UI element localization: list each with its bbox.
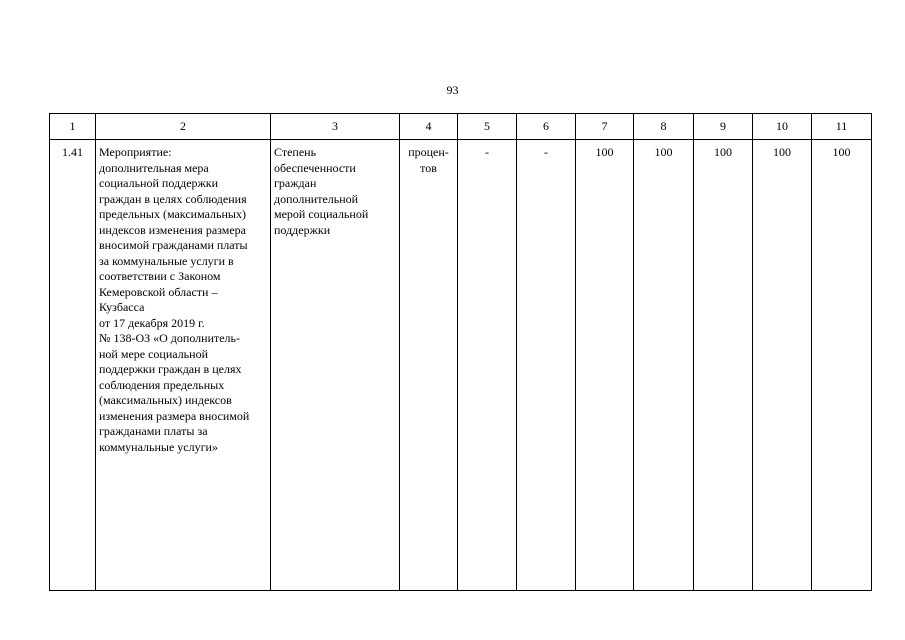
value-cell-10: 100 (753, 140, 812, 591)
header-cell-6: 6 (517, 114, 576, 140)
value-cell-7: 100 (576, 140, 634, 591)
header-cell-10: 10 (753, 114, 812, 140)
value-cell-6: - (517, 140, 576, 591)
header-cell-2: 2 (96, 114, 271, 140)
header-cell-8: 8 (634, 114, 694, 140)
value-cell-9: 100 (694, 140, 753, 591)
header-cell-11: 11 (812, 114, 872, 140)
indicator-table (49, 113, 872, 591)
header-cell-4: 4 (400, 114, 458, 140)
value-cell-8: 100 (634, 140, 694, 591)
header-cell-5: 5 (458, 114, 517, 140)
measure-cell: Мероприятие: дополнительная мера социальной поддержки граждан в целях соблюдения предельных (максимальных) индексов изменения размера вносимой гражданами платы за коммунальные услуги в соответствии с Законом Кемеровской области – Кузбасса от 17 декабря 2019 г. № 138-ОЗ «О дополнитель- ной мере социальной поддержки граждан в целях соблюдения предельных (максимальных) индексов изменения размера вносимой гражданами платы за коммунальные услуги» (96, 140, 271, 591)
value-cell-5: - (458, 140, 517, 591)
row-number-cell: 1.41 (50, 140, 96, 591)
header-cell-1: 1 (50, 114, 96, 140)
value-cell-11: 100 (812, 140, 872, 591)
page-number: 93 (446, 83, 459, 97)
table-header-row (50, 114, 872, 140)
table-row (50, 140, 872, 591)
header-cell-7: 7 (576, 114, 634, 140)
indicator-cell: Степень обеспеченности граждан дополнительной мерой социальной поддержки (271, 140, 400, 591)
header-cell-9: 9 (694, 114, 753, 140)
unit-cell: процен- тов (400, 140, 458, 591)
header-cell-3: 3 (271, 114, 400, 140)
